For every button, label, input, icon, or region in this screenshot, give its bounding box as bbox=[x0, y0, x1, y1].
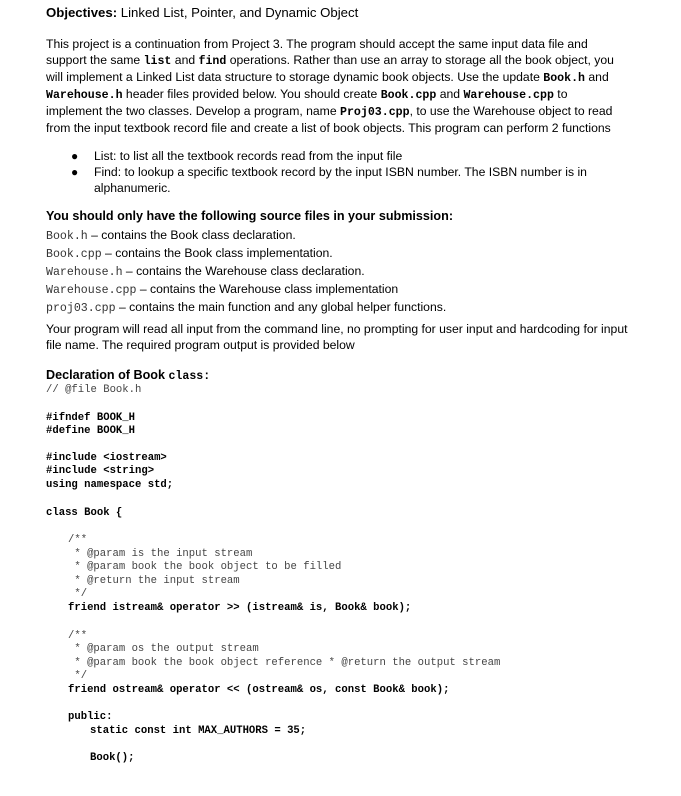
file-desc: – contains the Book class implementation. bbox=[101, 246, 333, 260]
file-name: Book.cpp bbox=[46, 248, 102, 261]
intro-text-8: , to use the Warehouse object to read from the input textbook record file and create a list of book objects. This program can perform 2 functions bbox=[46, 103, 613, 135]
code-line: #define BOOK_H bbox=[46, 425, 136, 437]
code-line: static const int MAX_AUTHORS = 35; bbox=[90, 725, 307, 737]
input-note: Your program will read all input from the command line, no prompting for user input and hardcoding for input file name. The required program output is provided below bbox=[46, 322, 628, 352]
code-line: #include <iostream> bbox=[46, 452, 167, 464]
file-desc: – contains the main function and any global helper functions. bbox=[115, 300, 447, 314]
code-line: * @param is the input stream bbox=[68, 548, 253, 560]
file-list bbox=[46, 227, 446, 317]
file-name: Warehouse.cpp bbox=[46, 284, 137, 297]
book-cpp-ref: Book.cpp bbox=[380, 88, 437, 102]
function-list bbox=[46, 149, 626, 197]
code-line: using namespace std; bbox=[46, 479, 174, 491]
code-line: public: bbox=[68, 711, 113, 723]
intro-text-2: and bbox=[171, 52, 199, 67]
code-line: /** bbox=[68, 534, 88, 546]
code-line: /** bbox=[68, 630, 88, 642]
list-op: list bbox=[143, 54, 172, 68]
code-line: */ bbox=[68, 670, 88, 682]
warehouse-h-ref: Warehouse.h bbox=[46, 88, 123, 102]
code-line: #ifndef BOOK_H bbox=[46, 412, 136, 424]
file-item bbox=[46, 245, 446, 263]
file-name: Warehouse.h bbox=[46, 266, 123, 279]
page-title bbox=[46, 5, 358, 20]
file-item bbox=[46, 281, 446, 299]
file-desc: – contains the Warehouse class declaration. bbox=[122, 264, 365, 278]
intro-text-4: and bbox=[585, 69, 609, 84]
code-line: * @param book the book object reference * @return the output stream bbox=[68, 657, 501, 669]
list-item bbox=[46, 149, 626, 165]
list-item bbox=[46, 165, 626, 197]
intro-text-1: This project is a continuation from Project 3. The program should accept the same input data file and support the same bbox=[46, 37, 588, 67]
files-heading: You should only have the following source files in your submission: bbox=[46, 209, 454, 223]
declaration-heading-text: Declaration of Book bbox=[46, 368, 169, 382]
intro-paragraph bbox=[46, 37, 626, 136]
file-item bbox=[46, 299, 446, 317]
intro-text-3: operations. Rather than use an array to storage all the book object, you will implement a Linked List data structure to storage dynamic book objects. Use the update bbox=[46, 52, 614, 84]
file-desc: – contains the Warehouse class implementation bbox=[136, 282, 399, 296]
code-line: friend istream& operator >> (istream& is, Book& book); bbox=[68, 602, 412, 614]
bullet-icon: ● bbox=[71, 164, 79, 179]
book-h-ref: Book.h bbox=[543, 71, 585, 85]
code-line: * @return the input stream bbox=[68, 575, 240, 587]
title-text: Linked List, Pointer, and Dynamic Object bbox=[117, 5, 359, 20]
declaration-heading-code: class: bbox=[168, 370, 211, 383]
intro-text-6: and bbox=[436, 86, 464, 101]
warehouse-cpp-ref: Warehouse.cpp bbox=[463, 88, 554, 102]
function-find-text: Find: to lookup a specific textbook record by the input ISBN number. The ISBN number is in alphanumeric. bbox=[94, 164, 587, 195]
code-line: Book(); bbox=[90, 752, 135, 764]
proj03-ref: Proj03.cpp bbox=[340, 105, 410, 119]
file-name: Book.h bbox=[46, 230, 88, 243]
code-line: * @param book the book object to be filled bbox=[68, 561, 342, 573]
file-item bbox=[46, 227, 446, 245]
find-op: find bbox=[198, 54, 227, 68]
code-line: class Book { bbox=[46, 507, 123, 519]
code-line: #include <string> bbox=[46, 465, 155, 477]
declaration-heading bbox=[46, 368, 210, 383]
code-line: */ bbox=[68, 588, 88, 600]
file-desc: – contains the Book class declaration. bbox=[87, 228, 296, 242]
code-line: friend ostream& operator << (ostream& os, const Book& book); bbox=[68, 684, 450, 696]
code-line: // @file Book.h bbox=[46, 384, 142, 396]
intro-text-7: to implement the two classes. Develop a program, name bbox=[46, 86, 568, 118]
function-list-text: List: to list all the textbook records read from the input file bbox=[94, 149, 403, 163]
code-line: * @param os the output stream bbox=[68, 643, 259, 655]
bullet-icon: ● bbox=[71, 149, 79, 163]
title-label: Objectives: bbox=[46, 5, 118, 20]
intro-text-5: header files provided below. You should create bbox=[122, 86, 381, 101]
file-name: proj03.cpp bbox=[46, 302, 116, 315]
file-item bbox=[46, 263, 446, 281]
